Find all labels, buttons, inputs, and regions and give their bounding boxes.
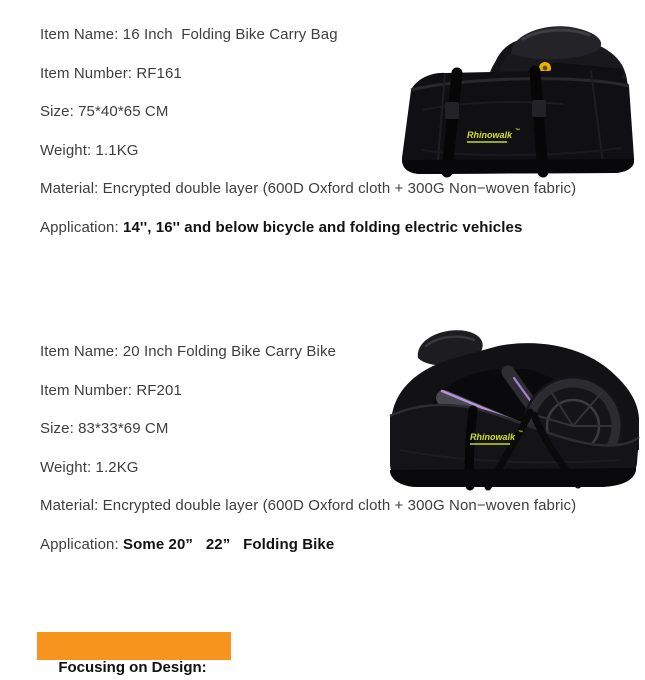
focus-heading-bar: [37, 632, 231, 676]
bag-2-brand-tm: ™: [518, 430, 523, 436]
focus-heading-text: Focusing on Design:: [58, 659, 207, 676]
bag-1-base: [403, 159, 634, 174]
bag-2-base: [390, 468, 636, 487]
product-photo-20-inch-bag: [380, 320, 645, 492]
product-2-application: [40, 526, 640, 565]
product-1-application-value: 14'', 16'' and below bicycle and folding electric vehicles: [123, 218, 523, 236]
product-2-material: Material: Encrypted double layer (600D Oxford cloth + 300G Non−woven fabric): [40, 497, 577, 515]
product-1-size: Size: 75*40*65 CM: [40, 103, 169, 121]
bike-1-yellow-badge-center: [543, 66, 548, 71]
bag-1-buckle-left: [445, 102, 459, 119]
product-1-item-number: Item Number: RF161: [40, 64, 182, 82]
bag-2-brand-tagline: [470, 443, 510, 445]
product-2-size: Size: 83*33*69 CM: [40, 420, 169, 438]
bag-2-brand-logo: Rhinowalk: [470, 432, 516, 442]
product-1-application: [40, 209, 640, 248]
product-photo-16-inch-bag: [393, 10, 643, 178]
product-2-item-name: Item Name: 20 Inch Folding Bike Carry Bike: [40, 343, 336, 360]
product-2-weight: Weight: 1.2KG: [40, 458, 139, 476]
product-1-application-label: Application:: [40, 218, 124, 236]
product-2-item-number: Item Number: RF201: [40, 381, 182, 399]
bag-1-brand-tm: ™: [515, 128, 520, 134]
product-2-application-label: Application:: [40, 535, 124, 553]
bag-1-buckle-right: [532, 100, 546, 117]
bag-1-brand-tagline: [467, 141, 507, 143]
bag-1-brand-logo: Rhinowalk: [467, 130, 513, 140]
product-2-application-value: Some 20” 22” Folding Bike: [123, 535, 335, 553]
product-1-item-name: Item Name: 16 Inch Folding Bike Carry Bag: [40, 26, 338, 43]
product-1-material: Material: Encrypted double layer (600D Oxford cloth + 300G Non−woven fabric): [40, 180, 577, 198]
product-1-weight: Weight: 1.1KG: [40, 141, 139, 159]
